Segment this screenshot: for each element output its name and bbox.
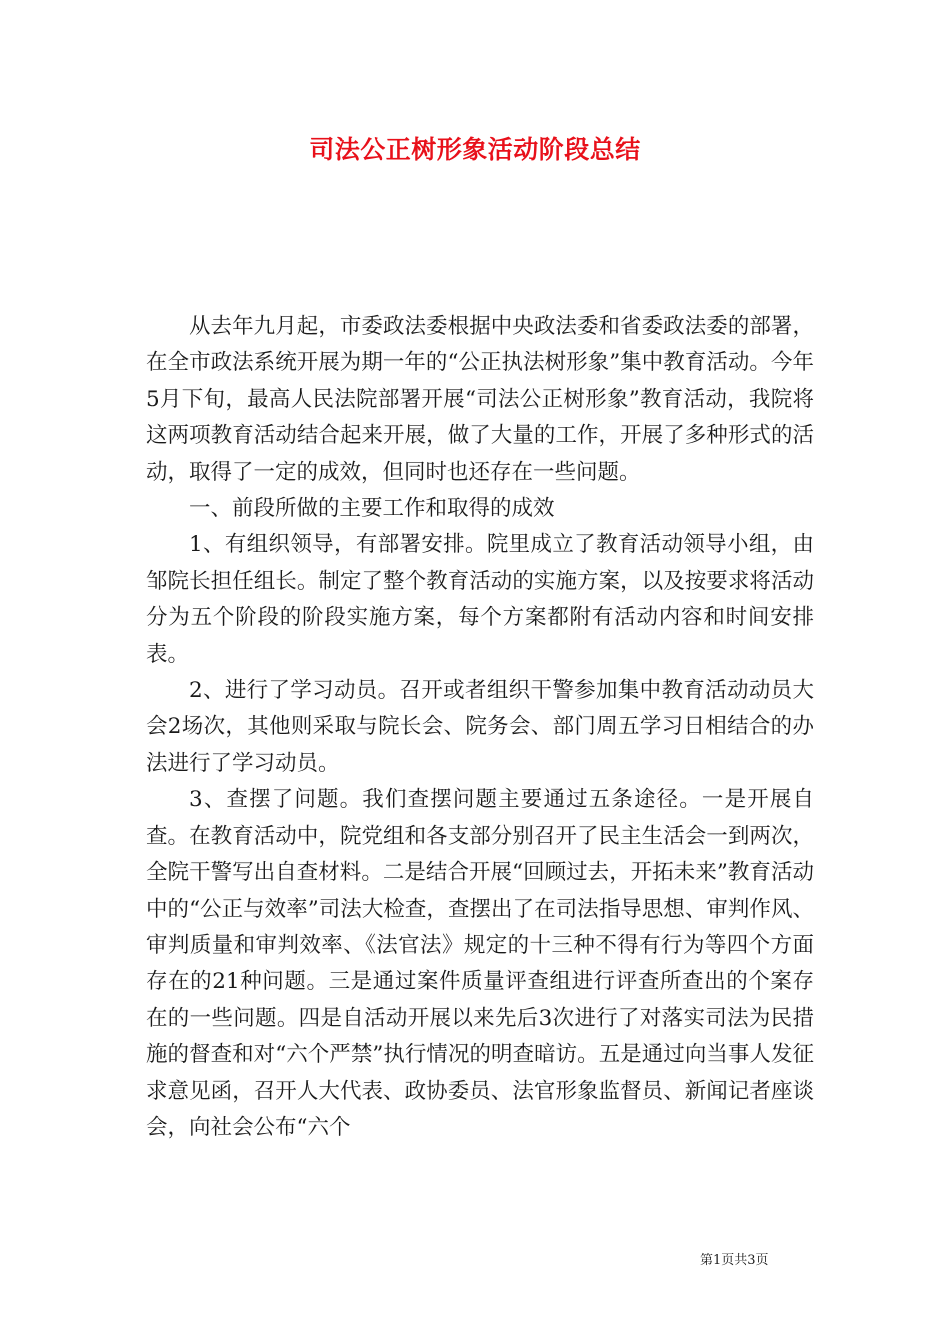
paragraph-intro: 从去年九月起，市委政法委根据中央政法委和省委政法委的部署，在全市政法系统开展为期一年的“公正执法树形象”集中教育活动。今年5月下旬，最高人民法院部署开展“司法公正树形象”教育活动，我院将这两项教育活动结合起来开展，做了大量的工作，开展了多种形式的活动，取得了一定的成效，但同时也还存在一些问题。	[146, 314, 814, 485]
paragraph-item-2: 2、进行了学习动员。召开或者组织干警参加集中教育活动动员大会2场次，其他则采取与院长会、院务会、部门周五学习日相结合的办法进行了学习动员。	[146, 678, 814, 776]
paragraph-item-1: 1、有组织领导，有部署安排。院里成立了教育活动领导小组，由邹院长担任组长。制定了整个教育活动的实施方案，以及按要求将活动分为五个阶段的阶段实施方案，每个方案都附有活动内容和时间安排表。	[146, 532, 814, 667]
paragraph-item-3: 3、查摆了问题。我们查摆问题主要通过五条途径。一是开展自查。在教育活动中，院党组和各支部分别召开了民主生活会一到两次，全院干警写出自查材料。二是结合开展“回顾过去，开拓未来”教育活动中的“公正与效率”司法大检查，查摆出了在司法指导思想、审判作风、审判质量和审判效率、《法官法》规定的十三种不得有行为等四个方面存在的21种问题。三是通过案件质量评查组进行评查所查出的个案存在的一些问题。四是自活动开展以来先后3次进行了对落实司法为民措施的督查和对“六个严禁”执行情况的明查暗访。五是通过向当事人发征求意见函，召开人大代表、政协委员、法官形象监督员、新闻记者座谈会，向社会公布“六个	[146, 787, 814, 1140]
page-number: 第1页共3页	[700, 1253, 769, 1268]
document-body	[146, 309, 814, 1146]
section-heading: 一、前段所做的主要工作和取得的成效	[189, 496, 555, 522]
document-title: 司法公正树形象活动阶段总结	[309, 135, 641, 164]
